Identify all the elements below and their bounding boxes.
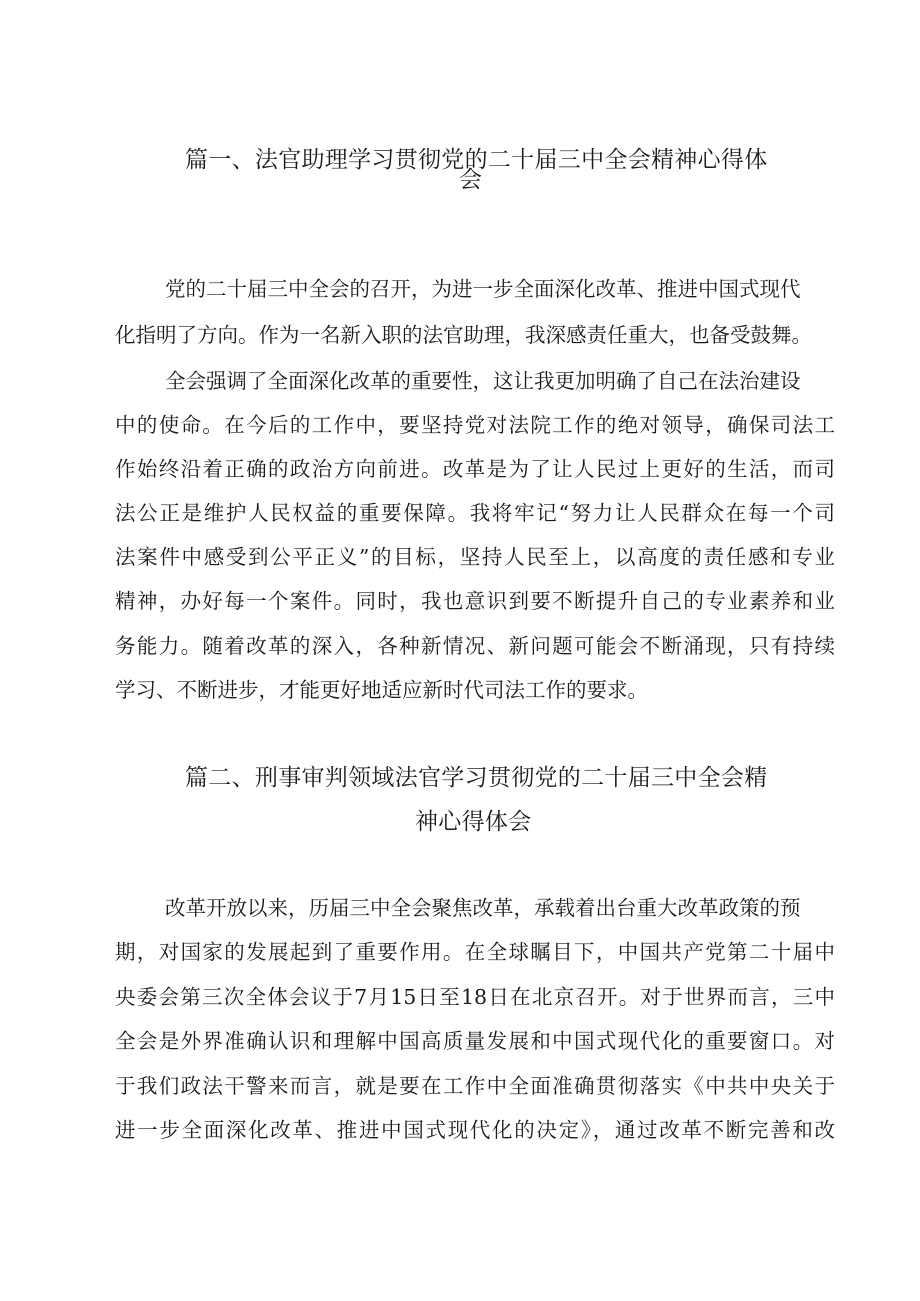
paragraph-line: 法公正是维护人民权益的重要保障。我将牢记“努力让人民群众在每一个司 <box>115 501 835 525</box>
paragraph-line: 进一步全面深化改革、推进中国式现代化的决定》，通过改革不断完善和改 <box>115 1118 835 1142</box>
paragraph-line: 中的使命。在今后的工作中，要坚持党对法院工作的绝对领导，确保司法工 <box>115 413 835 437</box>
paragraph-line: 期，对国家的发展起到了重要作用。在全球瞩目下，中国共产党第二十届中 <box>115 940 835 964</box>
paragraph-line: 学习、不断进步，才能更好地适应新时代司法工作的要求。 <box>115 678 648 702</box>
paragraph-line: 务能力。随着改革的深入，各种新情况、新问题可能会不断涌现，只有持续 <box>115 634 835 658</box>
paragraph-line: 改革开放以来，历届三中全会聚焦改革，承载着出台重大改革政策的预 <box>165 896 801 920</box>
section-2-heading-line: 神心得体会 <box>415 809 532 835</box>
paragraph-line: 于我们政法干警来而言，就是要在工作中全面准确贯彻落实《中共中央关于 <box>115 1074 835 1098</box>
section-1-heading-line: 篇一、法官助理学习贯彻党的二十届三中全会精神心得体 <box>185 147 768 173</box>
paragraph-line: 法案件中感受到公平正义”的目标，坚持人民至上，以高度的责任感和专业 <box>115 545 835 569</box>
section-1-heading <box>115 146 835 216</box>
paragraph-line: 全会是外界准确认识和理解中国高质量发展和中国式现代化的重要窗口。对 <box>115 1029 835 1053</box>
paragraph-line: 全会强调了全面深化改革的重要性，这让我更加明确了自己在法治建设 <box>165 369 801 393</box>
paragraph-line: 党的二十届三中全会的召开，为进一步全面深化改革、推进中国式现代 <box>165 277 801 301</box>
section-1-heading-line: 会 <box>459 167 483 193</box>
section-2-heading-line: 篇二、刑事审判领域法官学习贯彻党的二十届三中全会精 <box>185 765 768 791</box>
section-2-heading <box>115 764 835 834</box>
paragraph-line: 央委会第三次全体会议于7月15日至18日在北京召开。对于世界而言，三中 <box>115 985 835 1009</box>
paragraph-line: 作始终沿着正确的政治方向前进。改革是为了让人民过上更好的生活，而司 <box>115 457 835 481</box>
paragraph-line: 精神，办好每一个案件。同时，我也意识到要不断提升自己的专业素养和业 <box>115 589 835 613</box>
paragraph-line: 化指明了方向。作为一名新入职的法官助理，我深感责任重大，也备受鼓舞。 <box>115 323 812 347</box>
